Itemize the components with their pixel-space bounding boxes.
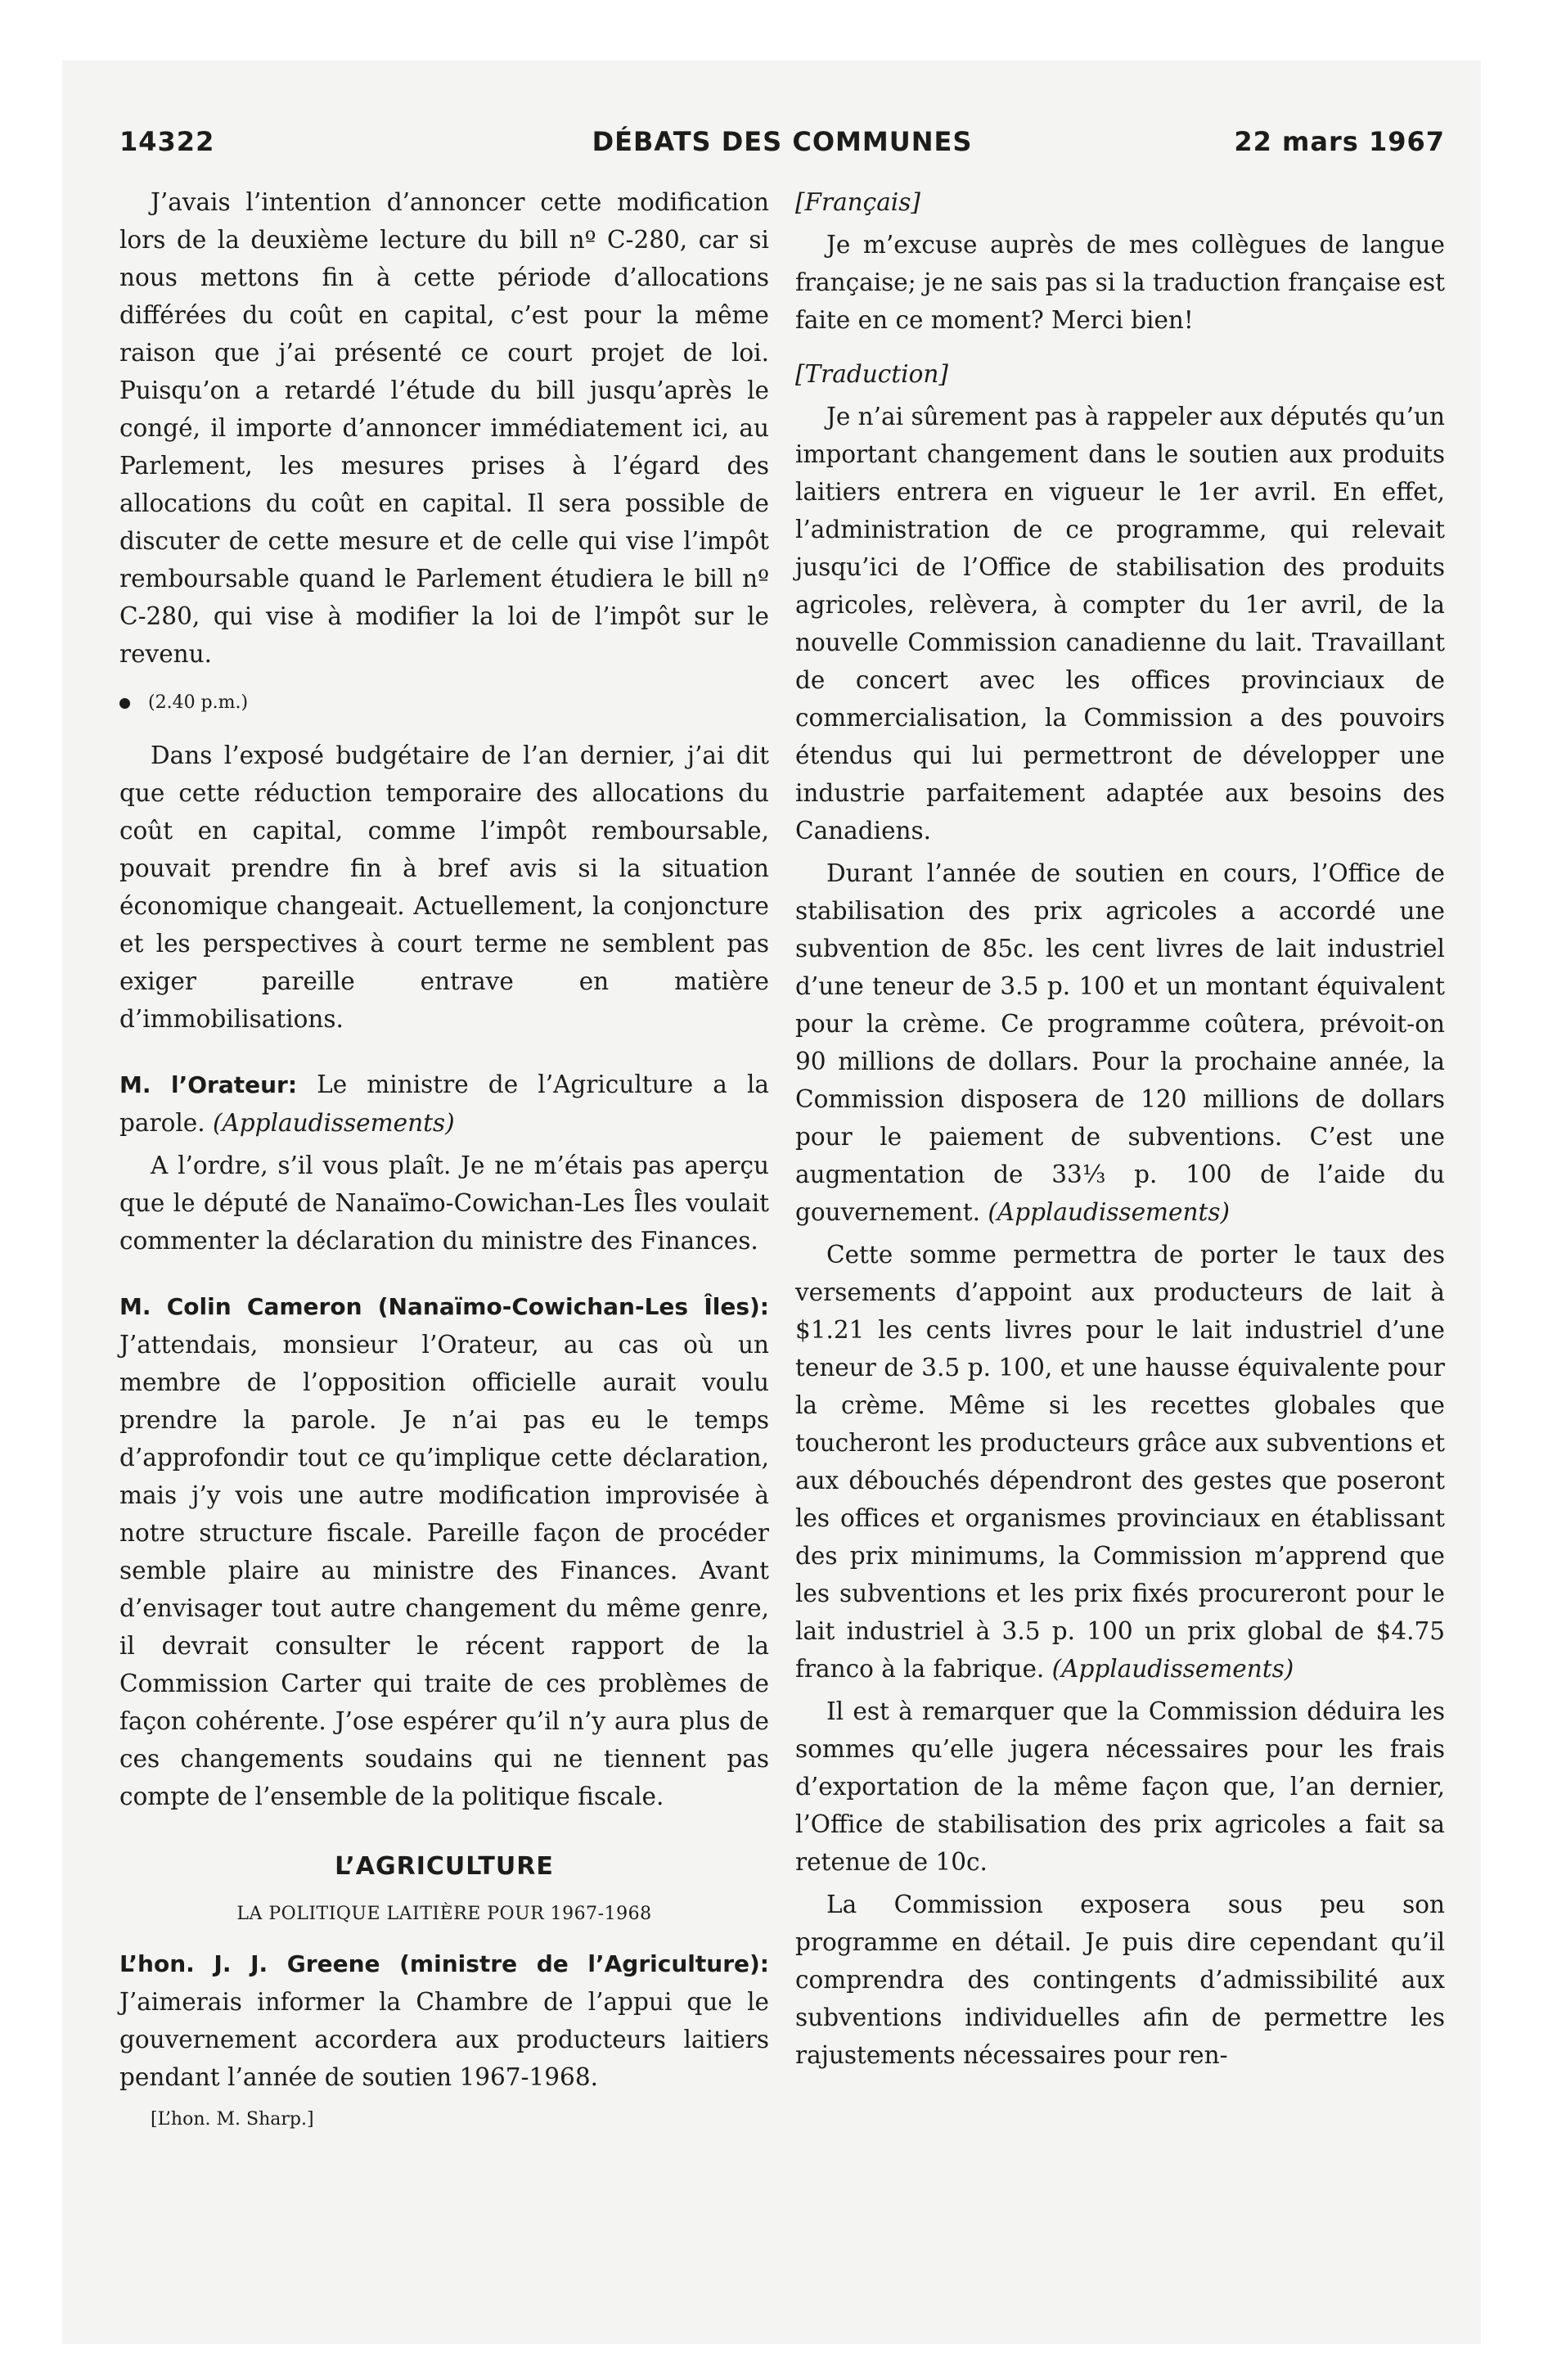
language-tag: [Français] bbox=[795, 188, 920, 216]
speech bbox=[119, 1945, 769, 2096]
paragraph: A l’ordre, s’il vous plaît. Je ne m’étais pas aperçu que le député de Nanaïmo-Cowichan-Les Îles voulait commenter la déclaration du ministre des Finances. bbox=[119, 1152, 769, 1255]
speaker-name: M. l’Orateur: bbox=[119, 1071, 298, 1098]
stage-direction: (Applaudissements) bbox=[1051, 1655, 1294, 1683]
running-header bbox=[119, 126, 1445, 175]
paragraph: Je m’excuse auprès de mes collègues de langue française; je ne sais pas si la traduction française est faite en ce moment? Merci bien! bbox=[795, 231, 1445, 334]
paragraph: J’avais l’intention d’annoncer cette modification lors de la deuxième lecture du bill nº C-280, car si nous mettons fin à cette période d’allocations différées du coût en capital, c’est pour la même raison que j’ai présenté ce court projet de loi. Puisqu’on a retardé l’étude du bill jusqu’après le congé, il importe d’annoncer immédiatement ici, au Parlement, les mesures prises à l’égard des allocations du coût en capital. Il sera possible de discuter de cette mesure et de celle qui vise l’impôt remboursable quand le Parlement étudiera le bill nº C-280, qui vise à modifier la loi de l’impôt sur le revenu. bbox=[119, 188, 769, 668]
stage-direction: (Applaudissements) bbox=[212, 1109, 455, 1137]
page-number: 14322 bbox=[119, 126, 215, 157]
paragraph: Dans l’exposé budgétaire de l’an dernier, j’ai dit que cette réduction temporaire des allocations du coût en capital, comme l’impôt remboursable, pouvait prendre fin à bref avis si la situation économique changeait. Actuellement, la conjoncture et les perspectives à court terme ne semblent pas exiger pareille entrave en matière d’immobilisations. bbox=[119, 741, 769, 1033]
time-stamp: (2.40 p.m.) bbox=[148, 692, 249, 713]
paragraph: Je n’ai sûrement pas à rappeler aux députés qu’un important changement dans le soutien aux produits laitiers entrera en vigueur le 1er avril. En effet, l’administration de ce programme, qui relevait jusqu’ici de l’Office de stabilisation des produits agricoles, relèvera, à compter du 1er avril, de la nouvelle Commission canadienne du lait. Travaillant de concert avec les offices provinciaux de commercialisation, la Commission a des pouvoirs étendus qui lui permettront de développer une industrie parfaitement adaptée aux besoins des Canadiens. bbox=[795, 403, 1445, 845]
section-title: L’AGRICULTURE bbox=[335, 1852, 554, 1881]
speaker-reference: [L’hon. M. Sharp.] bbox=[151, 2109, 314, 2130]
page-date: 22 mars 1967 bbox=[1234, 126, 1445, 157]
speech bbox=[119, 1066, 769, 1142]
paragraph-text: Durant l’année de soutien en cours, l’Office de stabilisation des prix agricoles a accordé une subvention de 85c. les cent livres de lait industriel d’une teneur de 3.5 p. 100 et un montant équivalent pour la crème. Ce programme coûtera, prévoit-on 90 millions de dollars. Pour la prochaine année, la Commission disposera de 120 millions de dollars pour le paiement de subventions. C’est une augmentation de 33⅓ p. 100 de l’aide du gouvernement. bbox=[795, 859, 1445, 1226]
stage-direction: (Applaudissements) bbox=[988, 1198, 1230, 1226]
speech bbox=[119, 1287, 769, 1815]
speech-text: J’aimerais informer la Chambre de l’appui que le gouvernement accordera aux producteurs laitiers pendant l’année de soutien 1967-1968. bbox=[119, 1988, 769, 2091]
speaker-name: L’hon. J. J. Greene (ministre de l’Agriculture): bbox=[119, 1950, 769, 1977]
paragraph: Il est à remarquer que la Commission déduira les sommes qu’elle jugera nécessaires pour les frais d’exportation de la même façon que, l’an dernier, l’Office de stabilisation des prix agricoles a fait sa retenue de 10c. bbox=[795, 1697, 1445, 1876]
page-scan bbox=[62, 61, 1481, 2344]
right-column bbox=[795, 183, 1445, 2079]
speech-text: Le ministre de l’Agriculture a la parole. bbox=[119, 1071, 769, 1137]
section-subtitle: LA POLITIQUE LAITIÈRE POUR 1967-1968 bbox=[236, 1904, 652, 1924]
left-column bbox=[119, 183, 769, 2143]
bullet-icon bbox=[119, 698, 130, 709]
paragraph bbox=[795, 854, 1445, 1231]
speech-text: J’attendais, monsieur l’Orateur, au cas où un membre de l’opposition officielle aurait voulu prendre la parole. Je n’ai pas eu le temps d’approfondir tout ce qu’implique cette déclaration, mais j’y vois une autre modification improvisée à notre structure fiscale. Pareille façon de procéder semble plaire au ministre des Finances. Avant d’envisager tout autre changement du même genre, il devrait consulter le récent rapport de la Commission Carter qui traite de ces problèmes de façon cohérente. J’ose espérer qu’il n’y aura plus de ces changements soudains qui ne tiennent pas compte de l’ensemble de la politique fiscale. bbox=[119, 1331, 769, 1810]
paragraph-text: Cette somme permettra de porter le taux des versements d’appoint aux producteurs de lait à $1.21 les cents livres pour le lait industriel d’une teneur de 3.5 p. 100, et une hausse équivalente pour la crème. Même si les recettes globales que toucheront les producteurs grâce aux subventions et aux débouchés dépendront des gestes que poseront les offices et organismes provinciaux en établissant des prix minimums, la Commission m’apprend que les subventions et les prix fixés procureront pour le lait industriel à 3.5 p. 100 un prix global de $4.75 franco à la fabrique. bbox=[795, 1241, 1445, 1683]
paragraph bbox=[795, 1236, 1445, 1688]
language-tag: [Traduction] bbox=[795, 360, 948, 388]
speaker-name: M. Colin Cameron (Nanaïmo-Cowichan-Les Îles): bbox=[119, 1293, 769, 1320]
time-marker bbox=[119, 684, 769, 722]
publication-title: DÉBATS DES COMMUNES bbox=[592, 126, 973, 157]
paragraph: La Commission exposera sous peu son programme en détail. Je puis dire cependant qu’il comprendra des contingents d’admissibilité aux subventions individuelles afin de permettre les rajustements nécessaires pour ren- bbox=[795, 1891, 1445, 2069]
